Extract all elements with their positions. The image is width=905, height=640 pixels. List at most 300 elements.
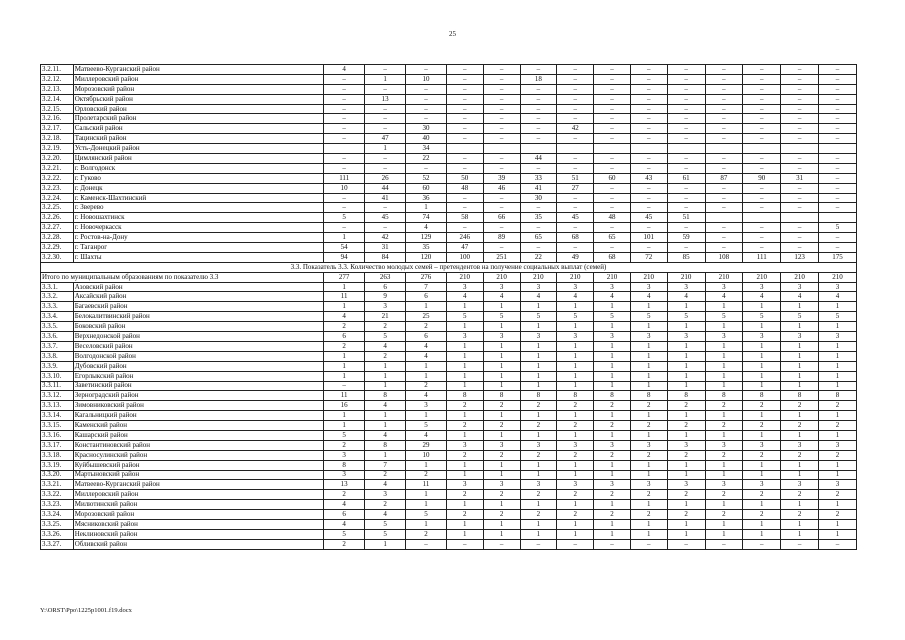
- value-cell: 1: [705, 371, 743, 381]
- value-cell: –: [557, 104, 594, 114]
- value-cell: 1: [594, 500, 631, 510]
- value-cell: 3: [705, 332, 743, 342]
- value-cell: 3: [705, 282, 743, 292]
- value-cell: 5: [781, 312, 819, 322]
- value-cell: 1: [365, 74, 406, 84]
- value-cell: –: [483, 94, 520, 104]
- value-cell: 3: [594, 332, 631, 342]
- value-cell: 1: [520, 322, 557, 332]
- row-code: 3.3.19.: [41, 460, 74, 470]
- value-cell: –: [781, 233, 819, 243]
- value-cell: –: [557, 94, 594, 104]
- value-cell: –: [483, 104, 520, 114]
- value-cell: 1: [446, 302, 483, 312]
- value-cell: –: [743, 223, 781, 233]
- value-cell: 129: [406, 233, 447, 243]
- value-cell: 5: [743, 312, 781, 322]
- row-name: г. Донецк: [73, 183, 324, 193]
- value-cell: 1: [705, 351, 743, 361]
- row-code: 3.2.23.: [41, 183, 74, 193]
- value-cell: 8: [446, 391, 483, 401]
- value-cell: 1: [324, 302, 365, 312]
- value-cell: [781, 144, 819, 154]
- row-name: Боковский район: [73, 322, 324, 332]
- row-name: Пролетарский район: [73, 114, 324, 124]
- table-row: [41, 203, 857, 213]
- value-cell: 175: [819, 252, 857, 262]
- value-cell: 1: [667, 322, 705, 332]
- table-row: [41, 440, 857, 450]
- value-cell: 1: [743, 519, 781, 529]
- table-row: [41, 302, 857, 312]
- value-cell: 4: [324, 500, 365, 510]
- value-cell: –: [557, 65, 594, 75]
- value-cell: 1: [520, 302, 557, 312]
- value-cell: [819, 213, 857, 223]
- value-cell: 9: [365, 292, 406, 302]
- value-cell: 2: [705, 421, 743, 431]
- table-row: [41, 450, 857, 460]
- value-cell: –: [520, 114, 557, 124]
- value-cell: –: [819, 65, 857, 75]
- value-cell: 1: [483, 351, 520, 361]
- value-cell: 1: [557, 361, 594, 371]
- value-cell: 2: [781, 401, 819, 411]
- row-name: Сальский район: [73, 124, 324, 134]
- row-name: г. Ростов-на-Дону: [73, 233, 324, 243]
- value-cell: 1: [705, 529, 743, 539]
- row-name: Матвеево-Курганский район: [73, 65, 324, 75]
- total-value-cell: 277: [324, 272, 365, 282]
- row-name: г. Гуково: [73, 173, 324, 183]
- row-name: Цимлянский район: [73, 154, 324, 164]
- value-cell: 5: [324, 430, 365, 440]
- value-cell: –: [667, 104, 705, 114]
- value-cell: –: [743, 134, 781, 144]
- value-cell: 1: [819, 411, 857, 421]
- value-cell: 2: [365, 470, 406, 480]
- table-row: [41, 351, 857, 361]
- row-name: Зимовниковский район: [73, 401, 324, 411]
- value-cell: 2: [520, 490, 557, 500]
- value-cell: [705, 213, 743, 223]
- value-cell: –: [781, 193, 819, 203]
- value-cell: 65: [594, 233, 631, 243]
- row-code: 3.3.1.: [41, 282, 74, 292]
- value-cell: –: [446, 163, 483, 173]
- value-cell: –: [483, 134, 520, 144]
- value-cell: 1: [743, 322, 781, 332]
- value-cell: 43: [630, 173, 667, 183]
- value-cell: 1: [520, 351, 557, 361]
- value-cell: 1: [630, 500, 667, 510]
- value-cell: –: [781, 539, 819, 549]
- value-cell: 1: [630, 302, 667, 312]
- value-cell: 2: [743, 421, 781, 431]
- value-cell: 1: [446, 460, 483, 470]
- row-code: 3.3.17.: [41, 440, 74, 450]
- table-row: [41, 243, 857, 253]
- value-cell: 2: [594, 510, 631, 520]
- value-cell: 1: [781, 371, 819, 381]
- value-cell: –: [324, 74, 365, 84]
- value-cell: –: [667, 203, 705, 213]
- value-cell: 3: [781, 440, 819, 450]
- value-cell: 1: [819, 500, 857, 510]
- value-cell: –: [667, 243, 705, 253]
- table-row: [41, 361, 857, 371]
- row-code: 3.3.4.: [41, 312, 74, 322]
- value-cell: 1: [520, 460, 557, 470]
- value-cell: –: [667, 154, 705, 164]
- table-row: [41, 332, 857, 342]
- row-name: г. Новочеркасск: [73, 223, 324, 233]
- value-cell: –: [594, 74, 631, 84]
- value-cell: –: [520, 223, 557, 233]
- value-cell: 5: [630, 312, 667, 322]
- value-cell: –: [705, 233, 743, 243]
- value-cell: 4: [446, 292, 483, 302]
- value-cell: –: [557, 134, 594, 144]
- value-cell: 2: [630, 421, 667, 431]
- value-cell: –: [819, 154, 857, 164]
- value-cell: 65: [520, 233, 557, 243]
- row-name: Октябрьский район: [73, 94, 324, 104]
- value-cell: 2: [594, 450, 631, 460]
- value-cell: 3: [557, 282, 594, 292]
- row-code: 3.2.30.: [41, 252, 74, 262]
- value-cell: 42: [557, 124, 594, 134]
- value-cell: 1: [819, 371, 857, 381]
- value-cell: –: [819, 243, 857, 253]
- row-name: Константиновский район: [73, 440, 324, 450]
- value-cell: 54: [324, 243, 365, 253]
- value-cell: 1: [594, 470, 631, 480]
- value-cell: –: [819, 173, 857, 183]
- value-cell: 94: [324, 252, 365, 262]
- value-cell: 1: [594, 430, 631, 440]
- table-row: [41, 411, 857, 421]
- value-cell: –: [705, 243, 743, 253]
- value-cell: –: [594, 193, 631, 203]
- value-cell: –: [667, 65, 705, 75]
- value-cell: –: [667, 539, 705, 549]
- value-cell: 1: [365, 450, 406, 460]
- value-cell: 48: [446, 183, 483, 193]
- row-code: 3.2.14.: [41, 94, 74, 104]
- value-cell: 1: [667, 411, 705, 421]
- value-cell: 1: [819, 381, 857, 391]
- section-title: 3.3. Показатель 3.3. Количество молодых семей – претендентов на получение социальных выплат (семей): [41, 262, 857, 272]
- table-row: [41, 233, 857, 243]
- value-cell: 10: [406, 74, 447, 84]
- value-cell: –: [520, 243, 557, 253]
- value-cell: –: [446, 74, 483, 84]
- table-row: [41, 65, 857, 75]
- table-row: [41, 74, 857, 84]
- value-cell: 68: [557, 233, 594, 243]
- value-cell: –: [594, 84, 631, 94]
- value-cell: –: [819, 94, 857, 104]
- row-name: Волгодонской район: [73, 351, 324, 361]
- value-cell: 2: [406, 322, 447, 332]
- value-cell: –: [365, 124, 406, 134]
- row-code: 3.3.27.: [41, 539, 74, 549]
- row-code: 3.2.21.: [41, 163, 74, 173]
- value-cell: 1: [705, 500, 743, 510]
- value-cell: 2: [520, 401, 557, 411]
- value-cell: 1: [520, 371, 557, 381]
- value-cell: –: [781, 124, 819, 134]
- row-code: 3.3.16.: [41, 430, 74, 440]
- value-cell: 51: [667, 213, 705, 223]
- value-cell: 1: [594, 361, 631, 371]
- value-cell: –: [446, 104, 483, 114]
- row-name: г. Новошахтинск: [73, 213, 324, 223]
- value-cell: 6: [406, 332, 447, 342]
- value-cell: [667, 144, 705, 154]
- value-cell: –: [743, 74, 781, 84]
- row-code: 3.3.22.: [41, 490, 74, 500]
- value-cell: –: [667, 84, 705, 94]
- value-cell: –: [819, 114, 857, 124]
- value-cell: –: [705, 183, 743, 193]
- footer-file-path: Y:\ORST\Ppo\1225p1001.f19.docx: [40, 607, 132, 614]
- value-cell: 1: [781, 302, 819, 312]
- value-cell: 47: [365, 134, 406, 144]
- value-cell: 4: [594, 292, 631, 302]
- value-cell: 11: [324, 292, 365, 302]
- row-code: 3.2.16.: [41, 114, 74, 124]
- value-cell: 1: [667, 529, 705, 539]
- value-cell: 1: [819, 460, 857, 470]
- table-row: [41, 193, 857, 203]
- value-cell: 1: [446, 411, 483, 421]
- total-value-cell: 210: [705, 272, 743, 282]
- value-cell: 3: [324, 470, 365, 480]
- value-cell: 1: [520, 519, 557, 529]
- value-cell: –: [705, 65, 743, 75]
- value-cell: 66: [483, 213, 520, 223]
- row-name: Обливский район: [73, 539, 324, 549]
- value-cell: 1: [446, 381, 483, 391]
- value-cell: 1: [819, 361, 857, 371]
- value-cell: 2: [483, 490, 520, 500]
- row-name: Красносулинский район: [73, 450, 324, 460]
- value-cell: 2: [324, 490, 365, 500]
- table-row: [41, 173, 857, 183]
- value-cell: 5: [365, 529, 406, 539]
- value-cell: 2: [557, 401, 594, 411]
- value-cell: 1: [781, 361, 819, 371]
- value-cell: –: [406, 84, 447, 94]
- value-cell: 3: [557, 480, 594, 490]
- value-cell: 1: [483, 411, 520, 421]
- value-cell: 2: [630, 510, 667, 520]
- value-cell: 10: [324, 183, 365, 193]
- value-cell: –: [365, 104, 406, 114]
- value-cell: 1: [819, 519, 857, 529]
- value-cell: 1: [324, 233, 365, 243]
- value-cell: 2: [819, 510, 857, 520]
- value-cell: 1: [667, 460, 705, 470]
- value-cell: –: [630, 114, 667, 124]
- value-cell: 1: [630, 361, 667, 371]
- row-name: Кашарский район: [73, 430, 324, 440]
- value-cell: 2: [557, 510, 594, 520]
- value-cell: 44: [365, 183, 406, 193]
- value-cell: –: [520, 124, 557, 134]
- value-cell: 4: [365, 480, 406, 490]
- row-code: 3.3.25.: [41, 519, 74, 529]
- value-cell: 1: [594, 519, 631, 529]
- value-cell: 6: [365, 282, 406, 292]
- value-cell: 1: [781, 381, 819, 391]
- value-cell: [520, 144, 557, 154]
- value-cell: 1: [594, 381, 631, 391]
- value-cell: 1: [705, 470, 743, 480]
- value-cell: 1: [705, 460, 743, 470]
- value-cell: –: [743, 104, 781, 114]
- value-cell: 246: [446, 233, 483, 243]
- row-name: г. Таганрог: [73, 243, 324, 253]
- value-cell: –: [446, 203, 483, 213]
- value-cell: 1: [667, 302, 705, 312]
- value-cell: 1: [630, 381, 667, 391]
- value-cell: –: [483, 124, 520, 134]
- row-code: 3.3.24.: [41, 510, 74, 520]
- value-cell: –: [705, 94, 743, 104]
- row-code: 3.2.13.: [41, 84, 74, 94]
- value-cell: 8: [483, 391, 520, 401]
- value-cell: 68: [594, 252, 631, 262]
- value-cell: 1: [630, 470, 667, 480]
- value-cell: 1: [557, 381, 594, 391]
- value-cell: 3: [819, 480, 857, 490]
- value-cell: 100: [446, 252, 483, 262]
- value-cell: –: [520, 134, 557, 144]
- value-cell: 2: [446, 421, 483, 431]
- row-name: Матвеево-Курганский район: [73, 480, 324, 490]
- value-cell: 3: [667, 480, 705, 490]
- value-cell: 1: [483, 381, 520, 391]
- value-cell: 1: [446, 470, 483, 480]
- row-code: 3.3.6.: [41, 332, 74, 342]
- value-cell: –: [667, 183, 705, 193]
- value-cell: 1: [557, 460, 594, 470]
- value-cell: 1: [365, 371, 406, 381]
- value-cell: 5: [819, 223, 857, 233]
- value-cell: 1: [743, 381, 781, 391]
- value-cell: 1: [520, 361, 557, 371]
- value-cell: 120: [406, 252, 447, 262]
- value-cell: 1: [483, 361, 520, 371]
- table-body: [41, 65, 857, 550]
- value-cell: 1: [446, 361, 483, 371]
- value-cell: –: [667, 124, 705, 134]
- value-cell: –: [446, 223, 483, 233]
- value-cell: –: [630, 134, 667, 144]
- row-code: 3.3.26.: [41, 529, 74, 539]
- value-cell: –: [594, 104, 631, 114]
- value-cell: 101: [630, 233, 667, 243]
- value-cell: –: [557, 539, 594, 549]
- value-cell: 1: [594, 302, 631, 312]
- value-cell: 2: [819, 490, 857, 500]
- value-cell: 1: [781, 519, 819, 529]
- value-cell: [324, 144, 365, 154]
- value-cell: –: [557, 163, 594, 173]
- value-cell: –: [781, 84, 819, 94]
- value-cell: 3: [520, 480, 557, 490]
- value-cell: –: [781, 154, 819, 164]
- value-cell: 1: [630, 529, 667, 539]
- value-cell: –: [781, 203, 819, 213]
- value-cell: [557, 144, 594, 154]
- value-cell: 1: [630, 460, 667, 470]
- table-row: [41, 322, 857, 332]
- value-cell: 1: [705, 411, 743, 421]
- value-cell: 11: [406, 480, 447, 490]
- value-cell: 30: [406, 124, 447, 134]
- value-cell: –: [781, 163, 819, 173]
- value-cell: –: [483, 243, 520, 253]
- value-cell: 5: [365, 332, 406, 342]
- value-cell: 2: [819, 450, 857, 460]
- value-cell: 1: [557, 302, 594, 312]
- row-code: 3.3.13.: [41, 401, 74, 411]
- value-cell: –: [630, 243, 667, 253]
- value-cell: 7: [365, 460, 406, 470]
- table-row: [41, 144, 857, 154]
- value-cell: 7: [406, 282, 447, 292]
- value-cell: –: [406, 539, 447, 549]
- value-cell: –: [630, 94, 667, 104]
- value-cell: 1: [743, 470, 781, 480]
- value-cell: [630, 144, 667, 154]
- value-cell: 1: [630, 411, 667, 421]
- value-cell: 2: [781, 421, 819, 431]
- value-cell: –: [743, 183, 781, 193]
- value-cell: 1: [446, 430, 483, 440]
- value-cell: –: [705, 74, 743, 84]
- value-cell: [781, 213, 819, 223]
- value-cell: 1: [365, 411, 406, 421]
- value-cell: 1: [743, 341, 781, 351]
- value-cell: 8: [557, 391, 594, 401]
- table-row: [41, 341, 857, 351]
- value-cell: 16: [324, 401, 365, 411]
- value-cell: [483, 144, 520, 154]
- value-cell: –: [781, 94, 819, 104]
- value-cell: 2: [446, 510, 483, 520]
- row-code: 3.3.15.: [41, 421, 74, 431]
- value-cell: –: [594, 65, 631, 75]
- value-cell: 2: [705, 490, 743, 500]
- value-cell: –: [630, 183, 667, 193]
- value-cell: –: [630, 74, 667, 84]
- value-cell: –: [557, 74, 594, 84]
- value-cell: 1: [594, 460, 631, 470]
- value-cell: –: [705, 104, 743, 114]
- value-cell: 1: [819, 430, 857, 440]
- row-code: 3.2.20.: [41, 154, 74, 164]
- value-cell: –: [324, 114, 365, 124]
- value-cell: 84: [365, 252, 406, 262]
- value-cell: –: [483, 223, 520, 233]
- value-cell: –: [819, 163, 857, 173]
- value-cell: 1: [365, 361, 406, 371]
